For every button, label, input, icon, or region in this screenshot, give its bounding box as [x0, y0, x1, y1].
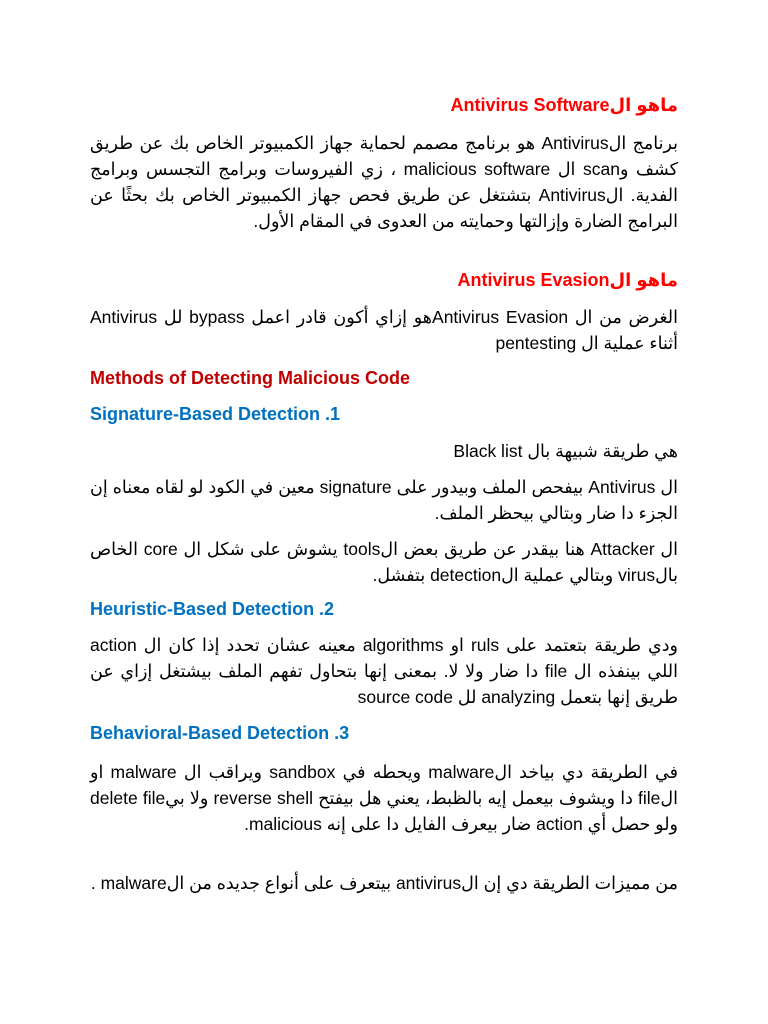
paragraph-heuristic: ودي طريقة بتعتمد على ruls او algorithms معينه عشان تحدد إذا كان ال action اللي بينفذه ال file دا ضار ولا لا. بمعنى إنها بتحاول تفهم الملف بيشتغل إزاي عن طريق إنها بتعمل analyzing لل source code — [90, 635, 678, 707]
document-page — [90, 0, 678, 1024]
heading-heuristic-based: Heuristic-Based Detection .2 — [90, 599, 335, 619]
heading-detection-methods: Methods of Detecting Malicious Code — [90, 368, 411, 388]
paragraph-behavioral-advantage: من مميزات الطريقة دي إن الantivirus بيتعرف على أنواع جديده من الmalware . — [90, 873, 678, 893]
paragraph-signature-scan: ال Antivirus بيفحص الملف وبيدور على signature معين في الكود لو لقاه معناه إن الجزء دا ضار وبتالي بيحظر الملف. — [90, 477, 678, 523]
heading-what-is-antivirus: ماهو الAntivirus Software — [450, 95, 678, 115]
paragraph-signature-attacker: ال Attacker هنا بيقدر عن طريق بعض الtools يشوش على شكل ال core الخاص بالvirus وبتالي عملية الdetection بتفشل. — [90, 539, 678, 585]
paragraph-behavioral-sandbox: في الطريقة دي بياخد الmalware ويحطه في sandbox ويراقب ال malware او الfile دا ويشوف بيعمل إيه بالظبط، يعني هل بيفتح reverse shell ولا بيdelete file ولو حصل أي action ضار بيعرف الفايل دا على إنه malicious. — [90, 762, 678, 834]
heading-what-is-evasion: ماهو الAntivirus Evasion — [457, 270, 678, 290]
paragraph-evasion-definition: الغرض من ال Antivirus Evasionهو إزاي أكون قادر اعمل bypass لل Antivirus أثناء عملية ال pentesting — [90, 307, 679, 353]
heading-signature-based: Signature-Based Detection .1 — [90, 404, 341, 424]
paragraph-signature-blacklist: هي طريقة شبيهة بال Black list — [453, 441, 678, 461]
heading-behavioral-based: Behavioral-Based Detection .3 — [90, 723, 350, 743]
paragraph-antivirus-definition: برنامج الAntivirus هو برنامج مصمم لحماية جهاز الكمبيوتر الخاص بك عن طريق كشف وscan ال malicious software ، زي الفيروسات وبرامج التجسس وبرامج الفدية. الAntivirus بتشتغل عن طريق فحص جهاز الكمبيوتر الخاص بك بحثًا عن البرامج الضارة وإزالتها وحمايته من العدوى في المقام الأول. — [90, 133, 678, 231]
